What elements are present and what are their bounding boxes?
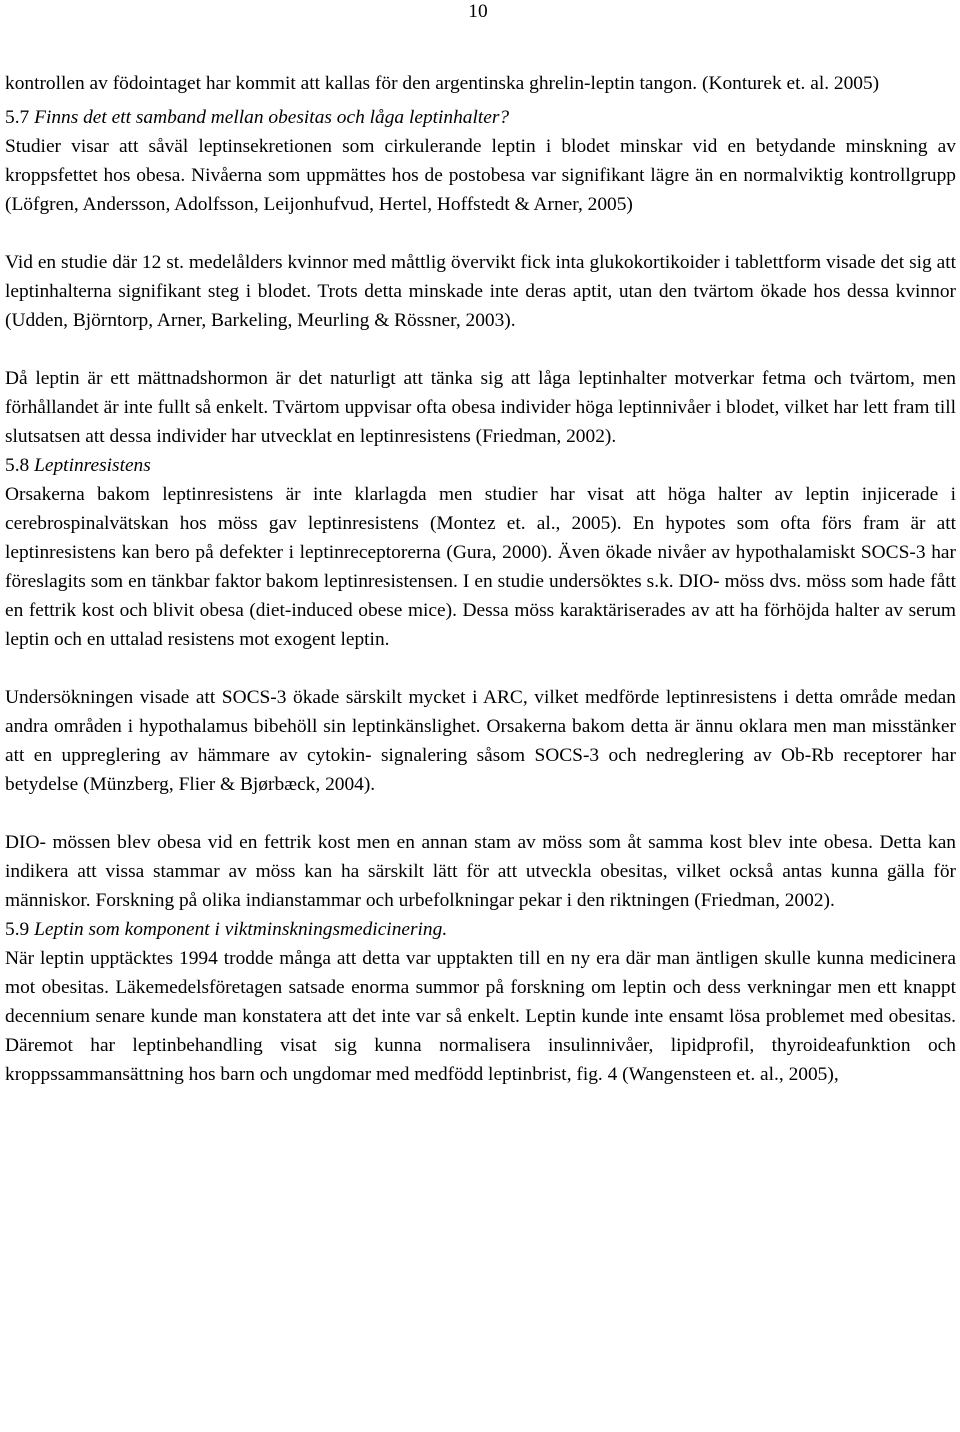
paragraph-ghrelin-leptin-tango: kontrollen av födointaget har kommit att kallas för den argentinska ghrelin-leptin tangon. (Konturek et. al. 2005) bbox=[5, 73, 880, 94]
section-title: Finns det ett samband mellan obesitas och låga leptinhalter? bbox=[29, 107, 510, 128]
document-body bbox=[5, 69, 956, 1089]
paragraph-dio-mice: DIO- mössen blev obesa vid en fettrik kost men en annan stam av möss som åt samma kost blev inte obesa. Detta kan indikera att vissa stammar av möss kan ha särskilt lätt för att utveckla obesitas, vilket också antas kunna gälla för människor. Forskning på olika indianstammar och urbefolkningar pekar i den riktningen (Friedman, 2002). bbox=[5, 832, 956, 911]
paragraph-satiety-hormone: Då leptin är ett mättnadshormon är det naturligt att tänka sig att låga leptinhalter motverkar fetma och tvärtom, men förhållandet är inte fullt så enkelt. Tvärtom uppvisar ofta obesa individer höga leptinnivåer i blodet, vilket har lett fram till slutsatsen att dessa individer har utvecklat en leptinresistens (Friedman, 2002). bbox=[5, 368, 956, 447]
section-number: 5.9 bbox=[5, 919, 30, 940]
section-number: 5.7 bbox=[5, 107, 30, 128]
paragraph-leptin-secretion: Studier visar att såväl leptinsekretionen som cirkulerande leptin i blodet minskar vid en betydande minskning av kroppsfettet hos obesa. Nivåerna som uppmättes hos de postobesa var signifikant lägre än en normalviktig kontrollgrupp (Löfgren, Andersson, Adolfsson, Leijonhufvud, Hertel, Hoffstedt & Arner, 2005) bbox=[5, 136, 956, 215]
paragraph-socs3-study: Undersökningen visade att SOCS-3 ökade särskilt mycket i ARC, vilket medförde leptinresistens i detta område medan andra områden i hypothalamus bibehöll sin leptinkänslighet. Orsakerna bakom detta är ännu oklara men man misstänker att en uppreglering av hämmare av cytokin- signalering såsom SOCS-3 och nedreglering av Ob-Rb receptorer har betydelse (Münzberg, Flier & Bjørbæck, 2004). bbox=[5, 687, 956, 795]
section-heading-5-7 bbox=[5, 103, 956, 132]
section-title: Leptin som komponent i viktminskningsmedicinering. bbox=[29, 919, 448, 940]
section-heading-5-9 bbox=[5, 915, 956, 944]
paragraph-leptin-medication: När leptin upptäcktes 1994 trodde många att detta var upptakten till en ny era där man äntligen skulle kunna medicinera mot obesitas. Läkemedelsföretagen satsade enorma summor på forskning om leptin och dess verkningar men ett knappt decennium senare kunde man konstatera att det inte var så enkelt. Leptin kunde inte ensamt lösa problemet med obesitas. Däremot har leptinbehandling visat sig kunna normalisera insulinnivåer, lipidprofil, thyroideafunktion och kroppssammansättning hos barn och ungdomar med medfödd leptinbrist, fig. 4 (Wangensteen et. al., 2005), bbox=[5, 948, 956, 1085]
paragraph-glucocorticoid-study: Vid en studie där 12 st. medelålders kvinnor med måttlig övervikt fick inta glukokortikoider i tablettform visade det sig att leptinhalterna signifikant steg i blodet. Trots detta minskade inte deras aptit, utan den tvärtom ökade hos dessa kvinnor (Udden, Björntorp, Arner, Barkeling, Meurling & Rössner, 2003). bbox=[5, 252, 956, 331]
section-title: Leptinresistens bbox=[29, 455, 151, 476]
section-heading-5-8 bbox=[5, 451, 956, 480]
page-number: 10 bbox=[468, 1, 488, 22]
section-number: 5.8 bbox=[5, 455, 30, 476]
paragraph-leptin-resistance-causes: Orsakerna bakom leptinresistens är inte klarlagda men studier har visat att höga halter av leptin injicerade i cerebrospinalvätskan hos möss gav leptinresistens (Montez et. al., 2005). En hypotes som ofta förs fram är att leptinresistens kan bero på defekter i leptinreceptorerna (Gura, 2000). Även ökade nivåer av hypothalamiskt SOCS-3 har föreslagits som en tänkbar faktor bakom leptinresistensen. I en studie undersöktes s.k. DIO- möss dvs. möss som hade fått en fettrik kost och blivit obesa (diet-induced obese mice). Dessa möss karaktäriserades av att ha förhöjda halter av serum leptin och en uttalad resistens mot exogent leptin. bbox=[5, 484, 956, 650]
